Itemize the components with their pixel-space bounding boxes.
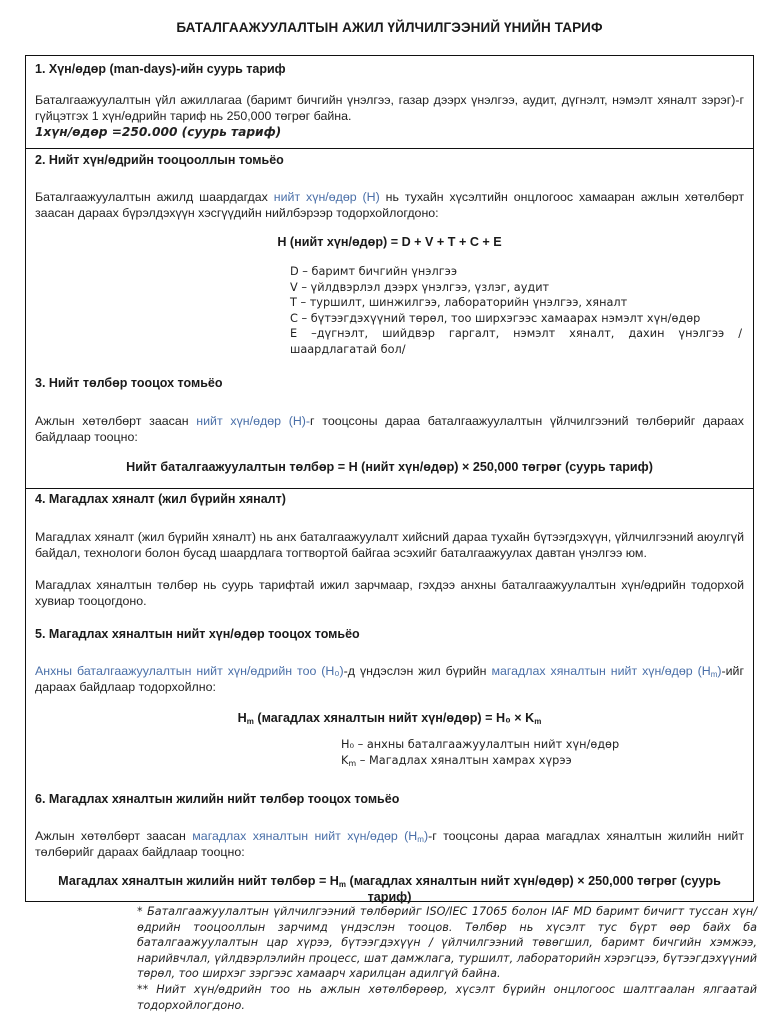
subscript: m [534, 717, 542, 726]
section-1-body: Баталгаажуулалтын үйл ажиллагаа (баримт бичгийн үнэлгээ, газар дээрх үнэлгээ, аудит, дүгнэлт, нэмэлт хяналт зэрэг)-г гүйцэтгэх 1 хүн/өдрийн тариф нь 250,000 төгрөг байна. [35, 93, 744, 123]
divider [26, 148, 753, 149]
section-5-heading: 5. Магадлах хяналтын нийт хүн/өдөр тооцох томьёо [35, 627, 360, 641]
term-text: магадлах хяналтын нийт хүн/өдөр (Н [192, 829, 418, 843]
formula-mid: (магадлах хяналтын нийт хүн/өдөр) = Н₀ × K [253, 711, 535, 725]
section-2-body-pre: Баталгаажуулалтын ажилд шаардагдах [35, 190, 274, 204]
subscript: m [710, 670, 718, 679]
section-4-heading: 4. Магадлах хяналт (жил бүрийн хяналт) [35, 492, 286, 506]
subscript: m [348, 758, 357, 768]
term-close: ) [717, 664, 722, 678]
section-6-heading: 6. Магадлах хяналтын жилийн нийт төлбөр тооцох томьёо [35, 792, 400, 806]
legend-item-h0 [341, 737, 619, 753]
document-title: БАТАЛГААЖУУЛАЛТЫН АЖИЛ ҮЙЛЧИЛГЭЭНИЙ ҮНИЙН ТАРИФ [176, 20, 603, 35]
total-man-days-term: нийт хүн/өдөр (Н) [273, 190, 380, 204]
section-6-body-post: -г тооцсоны дараа магадлах хяналтын жилийн нийт төлбөрийг дараах байдлаар тооцно: [35, 829, 745, 859]
footnote-1: * Баталгаажуулалтын үйлчилгээний төлбөрийг ISO/IEC 17065 болон IAF MD баримт бичигт туссан хүн/өдрийн тооцооллын зарчимд үндэслэн тооцов. Төлбөр нь хүсэлт тус бүрт өөр байх ба баталгаажуулалтын цар хүрээ, бүтээгдэхүүн / үйлчилгээний төвөгшил, баримт бичгийн хэмжээ, нарийвчлал, үйлдвэрлэлийн процесс, шат дамжлага, туршилт, лабораторийн хэрэгцээ, бүтээгдэхүүний төрөл, тоо ширхэг зэргээс хамаарч харилцан адилгүй байна. [137, 905, 757, 981]
legend-symbol: Н₀ [341, 738, 355, 751]
legend-item-km [341, 753, 619, 769]
footnote-2: ** Нийт хүн/өдрийн тоо нь ажлын хөтөлбөрөөр, хүсэлт бүрийн онцлогоос шалтгаалан ялгаатай тодорхойлогдоно. [137, 982, 757, 1012]
legend-item-v: V – үйлдвэрлэл дээрх үнэлгээ, үзлэг, аудит [290, 280, 550, 294]
legend-item-e: E –дүгнэлт, шийдвэр гаргалт, нэмэлт хяналт, дахин үнэлгээ /шаардлагатай бол/ [290, 327, 742, 356]
subscript: m [417, 835, 424, 844]
legend-text: – анхны баталгаажуулалтын нийт хүн/өдөр [354, 738, 620, 751]
formula-post: (магадлах хяналтын нийт хүн/өдөр) × 250,000 төгрөг (суурь тариф) [346, 874, 721, 904]
term-close: ) [423, 829, 429, 843]
footnotes [137, 904, 757, 1013]
section-3-body-post: г тооцсоны дараа баталгаажуулалтын үйлчилгээний төлбөрийг дараах байдлаар тооцно: [35, 414, 744, 444]
section-2-body [35, 189, 744, 221]
section-5-legend [341, 737, 619, 768]
section-3-heading: 3. Нийт төлбөр тооцох томьёо [35, 376, 223, 390]
surveillance-man-days-term [491, 664, 721, 678]
section-6-body-pre: Ажлын хөтөлбөрт заасан [35, 829, 193, 843]
total-man-days-term: нийт хүн/өдөр (Н)- [196, 414, 311, 428]
section-1-heading: 1. Хүн/өдөр (man-days)-ийн суурь тариф [35, 62, 286, 76]
section-1-emphasis: 1хүн/өдөр =250.000 (суурь тариф) [35, 125, 282, 139]
section-3-body [35, 413, 744, 445]
section-5-body [35, 663, 744, 695]
section-3-formula: Нийт баталгаажуулалтын төлбөр = Н (нийт хүн/өдөр) × 250,000 төгрөг (суурь тариф) [126, 460, 653, 474]
initial-man-days-term: Анхны баталгаажуулалтын нийт хүн/өдрийн тоо (Н₀) [35, 664, 344, 678]
section-5-formula [26, 710, 753, 726]
section-2-heading: 2. Нийт хүн/өдрийн тооцооллын томьёо [35, 153, 284, 167]
subscript: m [338, 880, 347, 889]
section-5-body-mid: -д үндэслэн жил бүрийн [343, 664, 492, 678]
legend-symbol: K [341, 753, 349, 767]
section-2-formula: Н (нийт хүн/өдөр) = D + V + T + C + E [277, 235, 502, 249]
legend-item-c: C – бүтээгдэхүүний төрөл, тоо ширхэгээс хамаарах нэмэлт хүн/өдөр [290, 311, 701, 325]
section-6-body [35, 828, 744, 860]
legend-item-t: T – туршилт, шинжилгээ, лабораторийн үнэлгээ, хяналт [290, 296, 628, 309]
divider [26, 488, 753, 489]
legend-text: – Магадлах хяналтын хамрах хүрээ [356, 753, 572, 767]
section-4-body-2: Магадлах хяналтын төлбөр нь суурь тарифтай ижил зарчмаар, гэхдээ анхны баталгаажуулалтын хүн/өдрийн тодорхой хувиар тооцогдоно. [35, 578, 744, 608]
formula-lhs: Н [237, 711, 247, 725]
legend-item-d: D – баримт бичгийн үнэлгээ [290, 265, 458, 278]
formula-pre: Магадлах хяналтын жилийн нийт төлбөр = Н [58, 874, 339, 888]
surveillance-man-days-term [192, 829, 428, 843]
section-2-legend [290, 264, 742, 357]
subscript: m [246, 717, 254, 726]
section-4-body: Магадлах хяналт (жил бүрийн хяналт) нь анх баталгаажуулалт хийсний дараа тухайн бүтээгдэхүүн, үйлчилгээний аюулгүй байдал, технологи болон бусад шаардлага тогтвортой байгаа эсэхийг баталгаажуулах давтан үнэлгээ юм. [35, 530, 744, 560]
section-3-body-pre: Ажлын хөтөлбөрт заасан [35, 414, 197, 428]
section-2-body-post: нь тухайн хүсэлтийн онцлогоос хамааран ажлын хөтөлбөрт заасан дараах бүрэлдэхүүн хэсгүүдийн нийлбэрээр тодорхойлогдоно: [35, 190, 745, 220]
tariff-box [25, 55, 754, 902]
section-5-body-post: -ийг дараах байдлаар тодорхойлно: [35, 664, 744, 694]
section-6-formula [56, 873, 723, 905]
term-text: магадлах хяналтын нийт хүн/өдөр (Н [491, 664, 711, 678]
